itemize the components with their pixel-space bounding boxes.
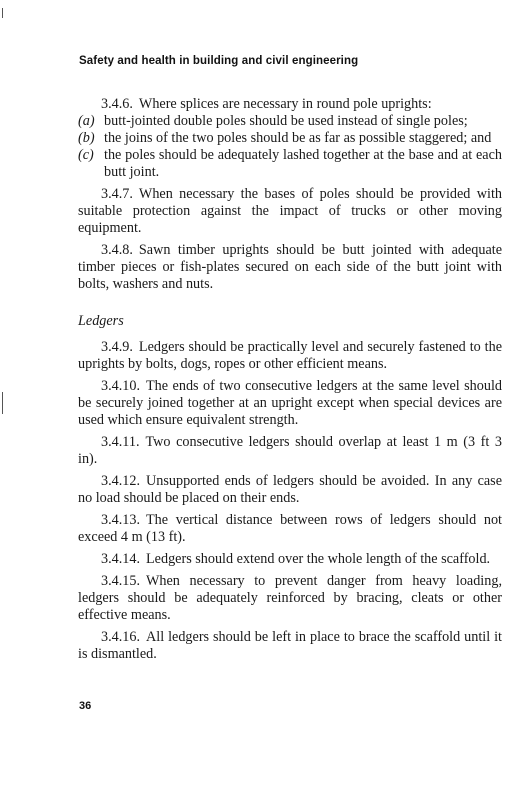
paragraph-number: 3.4.12. [101, 473, 141, 489]
paragraph-text: Where splices are necessary in round pole uprights: [138, 96, 432, 112]
paragraph-text: When necessary to prevent danger from heavy loading, ledgers should be adequately reinforced by bracing, cleats or other effective means. [78, 573, 502, 623]
list-item [78, 130, 502, 147]
list-item-label: (b) [78, 130, 95, 146]
paragraph-number: 3.4.7. [101, 186, 133, 202]
paragraph-3-4-11 [78, 434, 502, 468]
paragraph-3-4-7 [78, 186, 502, 237]
paragraph-3-4-6 [78, 96, 502, 113]
list-item-text: the joins of the two poles should be as far as possible staggered; and [104, 130, 492, 146]
paragraph-text: Ledgers should be practically level and securely fastened to the uprights by bolts, dogs, ropes or other efficient means. [78, 339, 502, 372]
paragraph-3-4-12 [78, 473, 502, 507]
paragraph-text: The vertical distance between rows of ledgers should not exceed 4 m (13 ft). [78, 512, 502, 545]
list-item [78, 113, 502, 130]
paragraph-text: When necessary the bases of poles should be provided with suitable protection against the impact of trucks or other moving equipment. [78, 186, 502, 236]
list-item-text: the poles should be adequately lashed together at the base and at each butt joint. [104, 147, 502, 180]
margin-mark-middle [2, 392, 3, 414]
list-item-label: (c) [78, 147, 94, 163]
running-header: Safety and health in building and civil engineering [79, 55, 359, 67]
paragraph-3-4-8 [78, 242, 502, 293]
paragraph-3-4-9 [78, 339, 502, 373]
paragraph-text: Unsupported ends of ledgers should be avoided. In any case no load should be placed on their ends. [78, 473, 502, 506]
paragraph-text: All ledgers should be left in place to brace the scaffold until it is dismantled. [78, 629, 502, 662]
paragraph-3-4-15 [78, 573, 502, 624]
margin-mark-top [2, 8, 3, 18]
paragraph-text: Ledgers should extend over the whole length of the scaffold. [146, 551, 491, 567]
splice-list [78, 113, 502, 181]
paragraph-text: Two consecutive ledgers should overlap at least 1 m (3 ft 3 in). [78, 434, 502, 467]
paragraph-text: The ends of two consecutive ledgers at the same level should be securely joined together at an upright except when special devices are used which ensure equivalent strength. [78, 378, 502, 428]
page-number: 36 [79, 700, 92, 712]
page-body [78, 96, 502, 668]
paragraph-3-4-16 [78, 629, 502, 663]
paragraph-3-4-13 [78, 512, 502, 546]
paragraph-number: 3.4.8. [101, 242, 133, 258]
paragraph-number: 3.4.14. [101, 551, 141, 567]
list-item-text: butt-jointed double poles should be used instead of single poles; [104, 113, 468, 129]
paragraph-number: 3.4.13. [101, 512, 141, 528]
paragraph-number: 3.4.6. [101, 96, 133, 112]
paragraph-3-4-10 [78, 378, 502, 429]
paragraph-number: 3.4.11. [101, 434, 140, 450]
paragraph-number: 3.4.9. [101, 339, 133, 355]
list-item-label: (a) [78, 113, 95, 129]
paragraph-number: 3.4.16. [101, 629, 141, 645]
section-title-ledgers: Ledgers [78, 313, 124, 329]
paragraph-text: Sawn timber uprights should be butt jointed with adequate timber pieces or fish-plates secured on each side of the butt joint with bolts, washers and nuts. [78, 242, 502, 292]
paragraph-number: 3.4.15. [101, 573, 141, 589]
list-item [78, 147, 502, 181]
paragraph-3-4-14 [78, 551, 502, 568]
paragraph-number: 3.4.10. [101, 378, 141, 394]
